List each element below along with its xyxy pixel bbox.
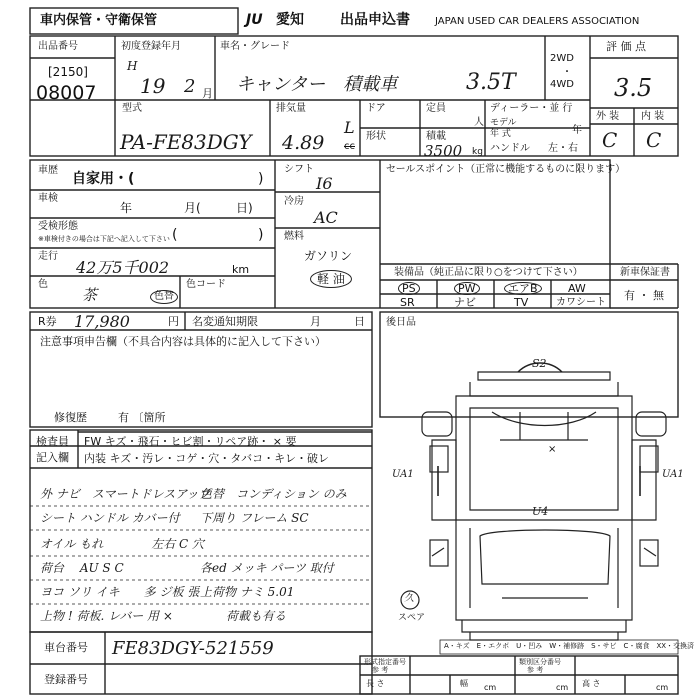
shift-value: I6 [316, 174, 333, 193]
diagram-mark-left: UA1 [392, 469, 414, 480]
load-value: 3500 [424, 142, 463, 160]
registration-month-unit: 月 [202, 87, 213, 100]
displacement-cc: cc [344, 141, 355, 152]
recall-close: ) [258, 227, 264, 243]
dims-right-bottom: 参 考 [527, 666, 544, 674]
displacement-label: 排気量 [276, 103, 306, 114]
diagram-mark-top: S2 [532, 357, 547, 370]
color-code-label: 色コード [186, 279, 226, 290]
model-label: 型式 [122, 103, 142, 114]
color-value: 茶 [82, 286, 98, 304]
association-name: JAPAN USED CAR DEALERS ASSOCIATION [435, 16, 640, 27]
registration-month: 2 [184, 76, 196, 97]
interior-label: 内 装 [641, 111, 665, 122]
cooler-label: 冷房 [284, 196, 304, 207]
car-name-value: キャンター 積載車 [236, 74, 398, 95]
r-ticket-label: R券 [38, 315, 57, 328]
inspection-month: 月( [184, 201, 201, 215]
warranty-value: 有 ・ 無 [624, 289, 664, 302]
inspector-label-1: 検査員 [36, 435, 69, 448]
car-capacity: 3.5T [466, 70, 516, 95]
inspection-day: 日) [236, 201, 253, 215]
dims-width: 幅 [460, 679, 468, 688]
drive-4wd: 4WD [550, 79, 574, 90]
exterior-grade: C [602, 128, 618, 152]
drive-separator: ・ [562, 67, 572, 78]
drive-2wd: 2WD [550, 53, 574, 64]
recall-open: ( [172, 227, 178, 243]
interior-grade: C [646, 128, 662, 152]
history-value: 自家用・( [72, 171, 135, 187]
lot-number: 08007 [36, 82, 97, 104]
equipment-airbag: エアB [504, 282, 542, 295]
inspector-label-2: 記入欄 [36, 451, 69, 464]
sales-point-label: セールスポイント（正常に機能するものに限ります） [386, 164, 626, 175]
model-value: PA-FE83DGY [120, 130, 252, 154]
transfer-deadline-day: 日 [354, 315, 365, 328]
spare-label: スペア [398, 613, 426, 623]
equipment-aw: AW [568, 282, 586, 295]
damage-diagram [401, 363, 666, 640]
cooler-value: AC [314, 208, 338, 227]
shape-label: 形状 [366, 131, 386, 142]
dealer-label: ディーラー・並 行 [490, 103, 573, 114]
dims-left-top: 形式指定番号 [364, 658, 406, 666]
exterior-label: 外 装 [596, 111, 620, 122]
remark-line-3: オイル もれ 左右 C 穴 [40, 537, 205, 551]
fuel-label: 燃料 [284, 231, 304, 242]
persons-unit: 人 [474, 117, 484, 128]
transfer-deadline-month: 月 [310, 315, 321, 328]
shift-label: シフト [284, 164, 314, 175]
history-close: ) [258, 171, 264, 187]
load-label: 積載 [426, 131, 446, 142]
remark-right-7: 荷載も有る [226, 609, 287, 623]
color-change: 色替 [150, 290, 178, 304]
storage-badge: 車内保管・守衛保管 [40, 13, 158, 28]
mileage-unit: km [232, 263, 250, 276]
displacement-value: 4.89 [282, 132, 325, 154]
handle-options: 左・右 [548, 143, 578, 154]
dims-left-bottom: 参 考 [372, 666, 389, 674]
dims-cm-1: cm [484, 683, 497, 692]
fuel-gasoline: ガソリン [304, 249, 353, 263]
r-ticket-value: 17,980 [74, 312, 130, 331]
repair-value: 有 〔箇所 [118, 411, 166, 424]
remark-right-6: 上荷物 ナミ 5.01 [200, 585, 295, 599]
handle-label: ハンドル [490, 143, 530, 154]
remark-line-1: 外 ナビ スマートドレスアップ [40, 487, 211, 501]
car-name-label: 車名・グレード [220, 41, 290, 52]
equipment-label: 装備品（純正品に限り○をつけて下さい） [394, 267, 583, 278]
inspection-label: 車検 [38, 193, 58, 204]
rating-score: 3.5 [614, 74, 653, 102]
notes-label: 注意事項申告欄（不具合内容は具体的に記入して下さい） [40, 335, 326, 348]
post-day-label: 後日品 [386, 317, 416, 328]
equipment-tv: TV [514, 296, 529, 309]
registration-label: 初度登録年月 [121, 41, 181, 52]
mileage-label: 走行 [38, 251, 58, 262]
remark-right-2: 下周り フレーム SC [200, 511, 309, 525]
doors-label: ドア [366, 103, 386, 114]
chassis-value: FE83DGY-521559 [112, 638, 274, 659]
equipment-seat: カワシート [556, 297, 606, 308]
lot-sub-number: [2150] [48, 65, 88, 79]
history-label: 車歴 [38, 165, 58, 176]
model-year-unit: 年 [572, 125, 582, 136]
diagram-legend: A・キズ E・エクボ U・凹み W・補修跡 S・サビ C・腐食 XX・交換済 [444, 642, 695, 650]
dims-height: 高 さ [582, 679, 601, 688]
form-title: 出品申込書 [340, 12, 410, 28]
remark-line-6: 上物 ! 荷板. レバー 用 × [40, 609, 173, 623]
spare-mark: 久 [404, 593, 414, 604]
diagram-mark-center: × [548, 444, 557, 455]
inspection-year: 年 [120, 201, 133, 215]
reg-number-label: 登録番号 [44, 673, 88, 686]
remark-line-4: 荷台 AU S C [40, 561, 124, 575]
equipment-pw: PW [454, 282, 480, 295]
remark-line-2: シート ハンドル カバー付 [40, 511, 180, 525]
equipment-navi: ナビ [454, 296, 476, 309]
load-unit: kg [472, 147, 483, 157]
warranty-label: 新車保証書 [620, 267, 670, 278]
displacement-unit: L [344, 118, 355, 137]
chassis-label: 車台番号 [44, 641, 88, 654]
model-year-label: モデル 年 式 [490, 118, 517, 139]
remark-right-1: 色替 コンディション のみ [200, 487, 347, 501]
equipment-sr: SR [400, 296, 415, 309]
color-label: 色 [38, 279, 48, 290]
remark-line-5: ヨコ ソリ イキ 多 ジ板 張 [40, 585, 200, 599]
dims-cm-2: cm [556, 683, 569, 692]
repair-label: 修復歴 [54, 411, 87, 424]
lot-label: 出品番号 [38, 41, 78, 52]
r-ticket-unit: 円 [168, 315, 179, 328]
recall-note: ※車検付きの場合は下記へ記入して下さい [38, 235, 170, 243]
equipment-ps: PS [398, 282, 420, 295]
inspector-interior-row: 内装 キズ・汚レ・コゲ・穴・タバコ・キレ・破レ [84, 452, 330, 465]
dims-length: 長 さ [366, 679, 385, 688]
inspector-fw-row: FW キズ・飛石・ヒビ割・リペア跡・ × 要 [84, 435, 297, 448]
remark-right-5: 各ed メッキ パーツ 取付 [200, 561, 334, 575]
persons-label: 定員 [426, 103, 446, 114]
mileage-value: 42万5千002 [76, 258, 170, 277]
rating-label: 評 価 点 [606, 40, 646, 53]
registration-era: H [127, 59, 138, 73]
diagram-mark-right: UA1 [662, 469, 684, 480]
dims-cm-3: cm [656, 683, 669, 692]
recall-label: 受検形態 [38, 221, 78, 232]
fuel-diesel: 軽 油 [310, 270, 352, 288]
dims-right-top: 類別区分番号 [519, 658, 561, 666]
logo-mark: JU [246, 12, 263, 28]
transfer-deadline-label: 名変通知期限 [192, 315, 258, 328]
diagram-mark-bottom: U4 [532, 505, 549, 518]
logo-place: 愛知 [276, 12, 304, 28]
registration-year: 19 [140, 74, 166, 98]
